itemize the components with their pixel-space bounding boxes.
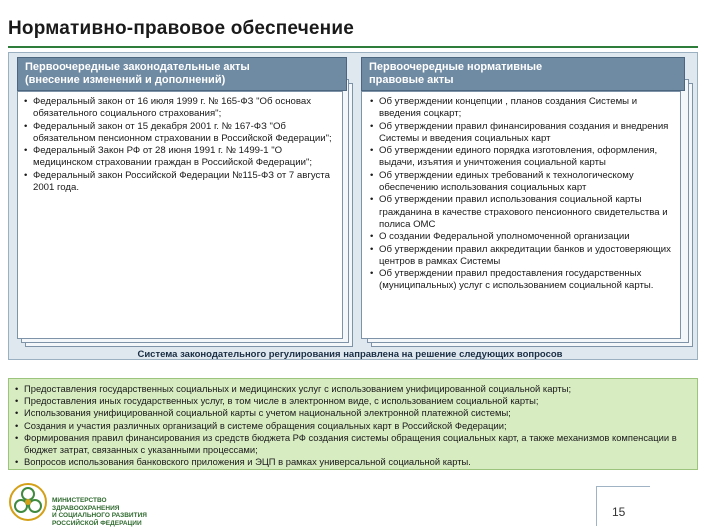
ministry-logo-icon: [8, 482, 48, 522]
list-item: • Об утверждении концепции , планов создания Системы и введения соцкарт;: [370, 96, 674, 121]
right-panel-header-line2: правовые акты: [369, 74, 454, 86]
left-panel-header-line1: Первоочередные законодательные акты: [25, 61, 250, 73]
list-item: • Об утверждении правил использования социальной карты гражданина в качестве страхового пенсионного свидетельства и полиса ОМС: [370, 194, 674, 231]
list-item: • Об утверждении правил аккредитации банков и удостоверяющих центров в рамках Системы: [370, 244, 674, 269]
list-item: • Федеральный закон Российской Федерации №115-ФЗ от 7 августа 2001 года.: [24, 170, 336, 195]
list-item: • Об утверждении единого порядка изготовления, оформления, выдачи, изъятия и уничтожения социальной карты: [370, 145, 674, 170]
right-panel-header-line1: Первоочередные нормативные: [369, 61, 543, 73]
list-item: • Создания и участия различных организаций в системе обращения социальных карт в Российской Федерации;: [15, 420, 691, 432]
page-title: Нормативно-правовое обеспечение: [8, 18, 355, 39]
legislation-diagram: [8, 52, 698, 360]
title-divider: [8, 46, 698, 48]
ministry-name-line: ЗДРАВООХРАНЕНИЯ: [52, 504, 120, 512]
list-item: • Об утверждении единых требований к технологическому обеспечению использования социальных карт: [370, 170, 674, 195]
diagram-caption: Система законодательного регулирования направлена на решение следующих вопросов: [137, 349, 563, 360]
list-item: • Предоставления иных государственных услуг, в том числе в электронном виде, с использованием социальной карты;: [15, 395, 691, 407]
right-panel-header: [361, 57, 685, 91]
list-item: • Федеральный закон от 16 июля 1999 г. № 165-ФЗ "Об основах обязательного социального страхования";: [24, 96, 336, 121]
ministry-name: [52, 497, 147, 527]
left-panel-body: [17, 91, 343, 339]
list-item: • Формирования правил финансирования из средств бюджета РФ создания системы обращения социальных карт, а также механизмов компенсации в бюджет затрат, связанных с указанными процессами;: [15, 432, 691, 456]
page-number: 15: [612, 505, 626, 519]
list-item: • Использования унифицированной социальной карты с учетом национальной электронной платежной системы;: [15, 407, 691, 419]
list-item: • О создании Федеральной уполномоченной организации: [370, 231, 674, 243]
left-panel-header-line2: (внесение изменений и дополнений): [25, 74, 226, 86]
right-panel-body: [361, 91, 681, 339]
ministry-name-line: И СОЦИАЛЬНОГО РАЗВИТИЯ: [52, 512, 147, 519]
list-item: • Об утверждении правил финансирования создания и внедрения Системы и введения социальных карт: [370, 121, 674, 146]
ministry-name-line: РОССИЙСКОЙ ФЕДЕРАЦИИ: [52, 519, 142, 527]
issues-box: [8, 378, 698, 470]
ministry-name-line: МИНИСТЕРСТВО: [52, 497, 107, 504]
list-item: • Федеральный Закон РФ от 28 июня 1991 г. № 1499-1 "О медицинском страховании граждан в Российской Федерации";: [24, 145, 336, 170]
list-item: • Предоставления государственных социальных и медицинских услуг с использованием унифицированной социальной карты;: [15, 383, 691, 395]
list-item: • Об утверждении правил предоставления государственных (муниципальных) услуг с использованием социальной карты.: [370, 268, 674, 293]
list-item: • Федеральный закон от 15 декабря 2001 г. № 167-ФЗ "Об обязательном пенсионном страховании в Российской Федерации";: [24, 121, 336, 146]
left-panel-header: [17, 57, 347, 91]
list-item: • Вопросов использования банковского приложения и ЭЦП в рамках универсальной социальной карты.: [15, 456, 691, 468]
